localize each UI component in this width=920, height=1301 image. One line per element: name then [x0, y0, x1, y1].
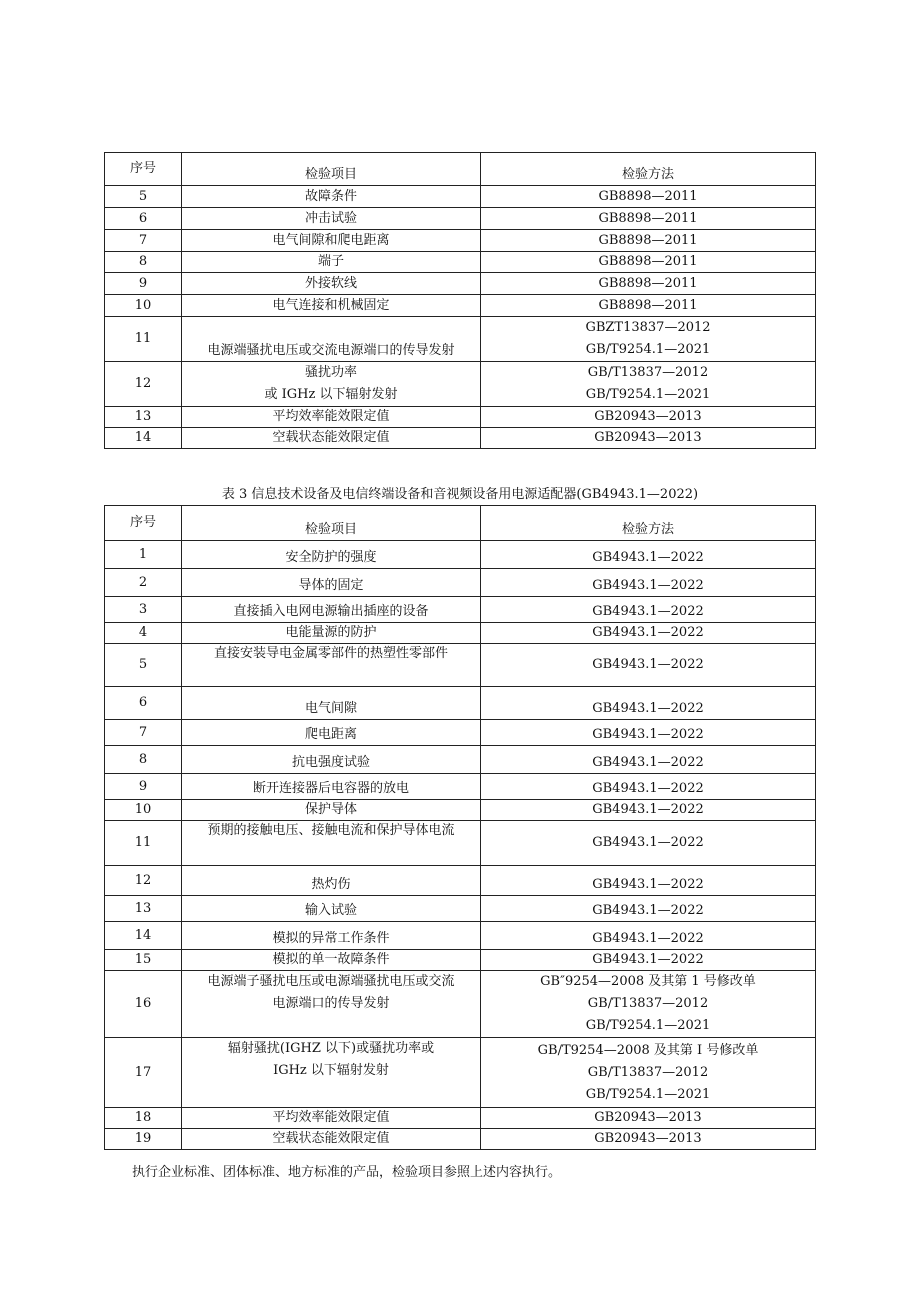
header-item: 检验项目: [182, 506, 481, 541]
table-1: [104, 152, 816, 449]
table-row: [105, 569, 816, 597]
row-method-line: GB/T13837—2012: [587, 1064, 709, 1080]
row-item: 热灼伤: [182, 866, 481, 896]
table-row: [105, 597, 816, 623]
row-item-line: 电源端口的传导发射: [272, 996, 390, 1011]
footnote: 执行企业标准、团体标准、地方标准的产品，检验项目参照上述内容执行。: [132, 1165, 562, 1180]
row-number: 9: [105, 273, 182, 295]
row-method: GB20943—2013: [481, 1108, 816, 1129]
table-row: [105, 922, 816, 950]
row-number: 9: [105, 774, 182, 800]
table-row: [105, 208, 816, 230]
row-number: 6: [105, 687, 182, 720]
row-method-line: GB/T9254.1—2021: [585, 342, 711, 357]
row-number: 4: [105, 623, 182, 644]
row-number: 10: [105, 295, 182, 317]
row-number: 3: [105, 597, 182, 623]
row-number: 10: [105, 800, 182, 821]
row-item: 电源端骚扰电压或交流电源端口的传导发射: [182, 317, 481, 362]
row-item: 导体的固定: [182, 569, 481, 597]
header-method: 检验方法: [481, 153, 816, 186]
row-method: [481, 362, 816, 407]
row-number: 11: [105, 317, 182, 362]
table-row: [105, 186, 816, 208]
table-row: [105, 971, 816, 1038]
row-item: 抗电强度试验: [182, 746, 481, 774]
row-item: 预期的接触电压、接触电流和保护导体电流: [182, 821, 481, 866]
row-number: 12: [105, 866, 182, 896]
table-row: [105, 362, 816, 407]
row-number: 7: [105, 230, 182, 252]
header-item: 检验项目: [182, 153, 481, 186]
table-row: [105, 1108, 816, 1129]
row-item: 直接插入电网电源输出插座的设备: [182, 597, 481, 623]
table-2-caption: 表 3 信息技术设备及电信终端设备和音视频设备用电源适配器(GB4943.1—2022): [221, 487, 699, 502]
row-method: GB4943.1—2022: [481, 866, 816, 896]
row-item: 安全防护的强度: [182, 541, 481, 569]
table-row: [105, 687, 816, 720]
row-item: 电气间隙和爬电距离: [182, 230, 481, 252]
row-method: GB4943.1—2022: [481, 821, 816, 866]
row-method-line: GB/T9254.1—2021: [585, 1086, 711, 1102]
row-item: 模拟的异常工作条件: [182, 922, 481, 950]
row-method: [481, 971, 816, 1038]
row-number: 14: [105, 922, 182, 950]
row-method-line: GB/T9254—2008 及其第 I 号修改单: [537, 1042, 759, 1058]
row-method-line: GB/T13837—2012: [587, 365, 709, 380]
row-number: 2: [105, 569, 182, 597]
row-method: [481, 317, 816, 362]
row-number: 15: [105, 950, 182, 971]
row-item: [182, 1038, 481, 1108]
row-method: GB4943.1—2022: [481, 720, 816, 746]
table-row: [105, 774, 816, 800]
row-method: GB8898—2011: [481, 273, 816, 295]
row-method: GB8898—2011: [481, 252, 816, 273]
row-method: GB8898—2011: [481, 295, 816, 317]
row-method-line: GB/T9254.1—2021: [585, 387, 711, 402]
row-item: 平均效率能效限定值: [182, 407, 481, 428]
row-item: 空载状态能效限定值: [182, 428, 481, 449]
table-row: [105, 1038, 816, 1108]
table-row: [105, 866, 816, 896]
row-item: 空载状态能效限定值: [182, 1129, 481, 1150]
table-row: [105, 541, 816, 569]
row-number: 5: [105, 644, 182, 687]
row-item: [182, 362, 481, 407]
table-row: [105, 950, 816, 971]
row-item: 故障条件: [182, 186, 481, 208]
row-item: 直接安装导电金属零部件的热塑性零部件: [182, 644, 481, 687]
row-number: 7: [105, 720, 182, 746]
header-method: 检验方法: [481, 506, 816, 541]
table-row: [105, 800, 816, 821]
table-row: [105, 644, 816, 687]
table-row: [105, 273, 816, 295]
row-method: GB4943.1—2022: [481, 800, 816, 821]
row-item-line: 辐射骚扰(IGHZ 以下)或骚扰功率或: [227, 1041, 435, 1056]
row-number: 8: [105, 746, 182, 774]
row-item: [182, 971, 481, 1038]
row-method: GB4943.1—2022: [481, 922, 816, 950]
row-method: GB8898—2011: [481, 186, 816, 208]
row-method: GB8898—2011: [481, 208, 816, 230]
table-row: [105, 428, 816, 449]
row-number: 12: [105, 362, 182, 407]
table-row: [105, 230, 816, 252]
row-number: 18: [105, 1108, 182, 1129]
table-row: [105, 821, 816, 866]
row-method: GB8898—2011: [481, 230, 816, 252]
row-item: 保护导体: [182, 800, 481, 821]
row-number: 13: [105, 407, 182, 428]
row-number: 13: [105, 896, 182, 922]
row-item: 电能量源的防护: [182, 623, 481, 644]
row-method: GB4943.1—2022: [481, 597, 816, 623]
row-method: GB4943.1—2022: [481, 687, 816, 720]
row-item: 输入试验: [182, 896, 481, 922]
row-method: GB4943.1—2022: [481, 950, 816, 971]
row-method-line: GB″9254—2008 及其第 1 号修改单: [540, 974, 756, 989]
row-method: GB20943—2013: [481, 407, 816, 428]
header-no: 序号: [105, 506, 182, 541]
row-method-line: GB/T9254.1—2021: [585, 1018, 711, 1033]
row-number: 5: [105, 186, 182, 208]
row-method-line: GB/T13837—2012: [587, 996, 709, 1011]
header-no: 序号: [105, 153, 182, 186]
row-number: 17: [105, 1038, 182, 1108]
row-item: 断开连接器后电容器的放电: [182, 774, 481, 800]
row-item: 冲击试验: [182, 208, 481, 230]
table-row: [105, 720, 816, 746]
row-item: 端子: [182, 252, 481, 273]
row-method: GB4943.1—2022: [481, 623, 816, 644]
row-method: GB4943.1—2022: [481, 746, 816, 774]
table-row: [105, 317, 816, 362]
row-number: 19: [105, 1129, 182, 1150]
row-item-line: 电源端子骚扰电压或电源端骚扰电压或交流: [207, 974, 455, 989]
row-item: 爬电距离: [182, 720, 481, 746]
row-item: 外接软线: [182, 273, 481, 295]
row-number: 1: [105, 541, 182, 569]
table-row: [105, 746, 816, 774]
row-item: 平均效率能效限定值: [182, 1108, 481, 1129]
row-number: 14: [105, 428, 182, 449]
table-2: [104, 505, 816, 1150]
row-method: GB4943.1—2022: [481, 774, 816, 800]
table-row: [105, 1129, 816, 1150]
row-item-line: 骚扰功率: [304, 365, 357, 380]
table-header-row: [105, 506, 816, 541]
row-method: GB4943.1—2022: [481, 541, 816, 569]
row-method: [481, 1038, 816, 1108]
table-row: [105, 896, 816, 922]
row-item-line: IGHz 以下辐射发射: [273, 1063, 389, 1078]
row-item: 电气间隙: [182, 687, 481, 720]
row-number: 16: [105, 971, 182, 1038]
table-row: [105, 295, 816, 317]
row-number: 11: [105, 821, 182, 866]
row-method: GB20943—2013: [481, 1129, 816, 1150]
row-method-line: GBZT13837—2012: [585, 320, 711, 335]
row-method: GB4943.1—2022: [481, 896, 816, 922]
row-method: GB4943.1—2022: [481, 644, 816, 687]
row-number: 6: [105, 208, 182, 230]
row-item: 电气连接和机械固定: [182, 295, 481, 317]
row-item: 模拟的单一故障条件: [182, 950, 481, 971]
row-number: 8: [105, 252, 182, 273]
row-item-line: 或 IGHz 以下辐射发射: [264, 387, 398, 402]
row-method: GB20943—2013: [481, 428, 816, 449]
table-row: [105, 252, 816, 273]
table-header-row: [105, 153, 816, 186]
row-method: GB4943.1—2022: [481, 569, 816, 597]
table-row: [105, 623, 816, 644]
table-row: [105, 407, 816, 428]
